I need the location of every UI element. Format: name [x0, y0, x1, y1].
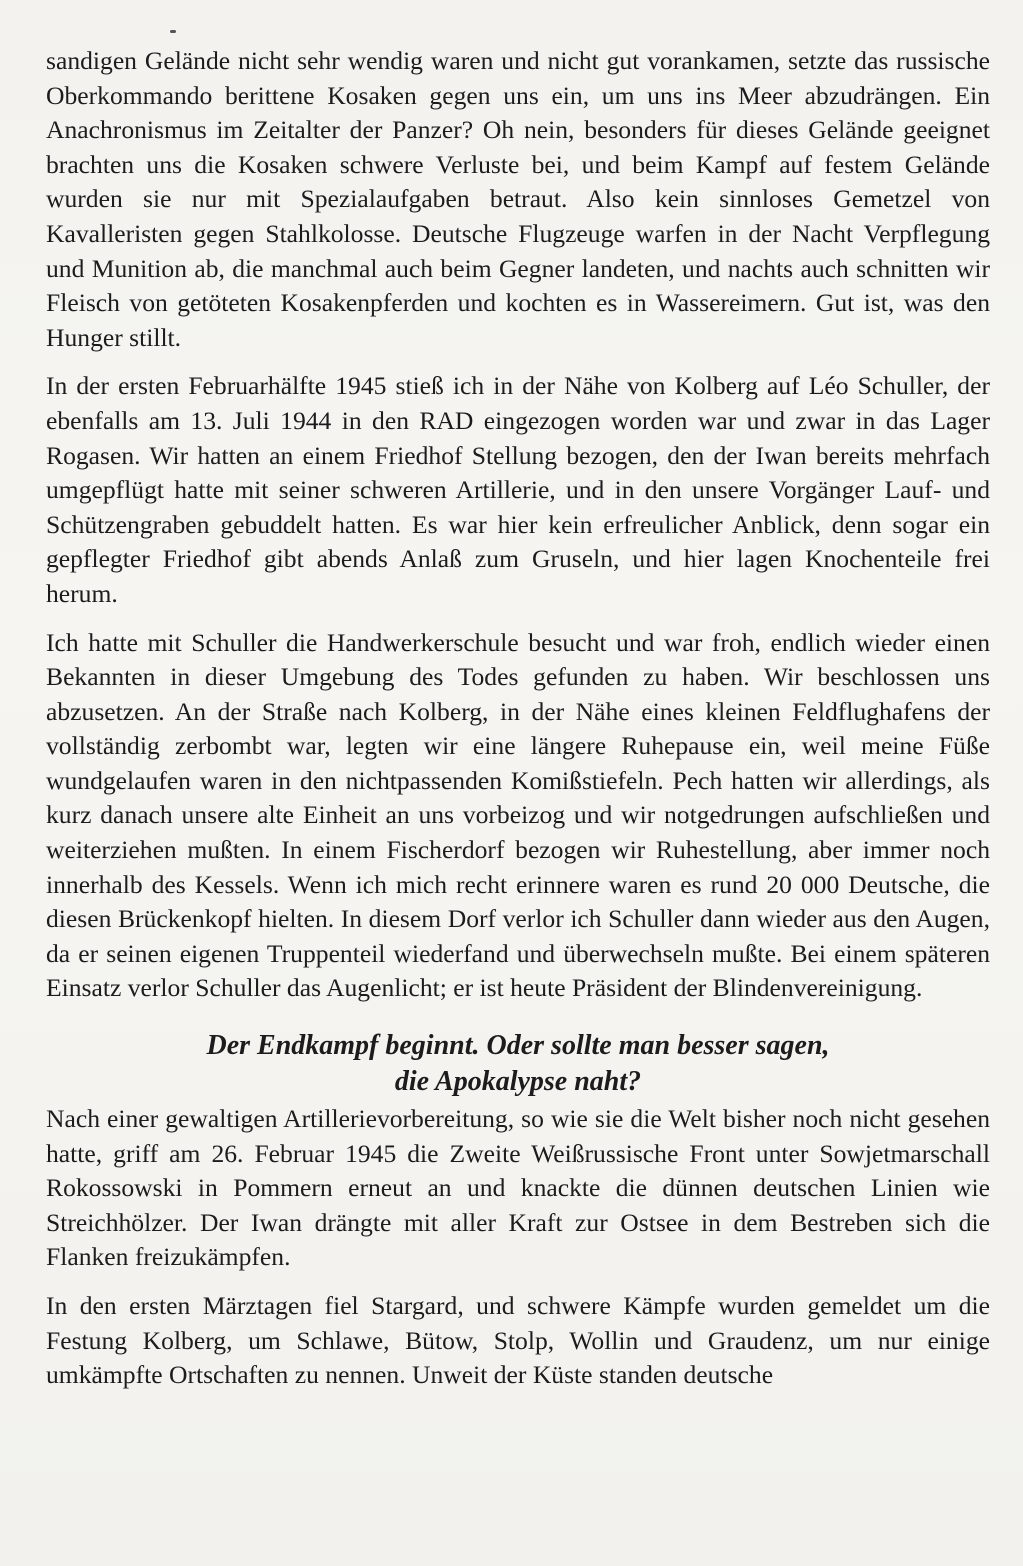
section-heading-line-2: die Apokalypse naht?	[394, 1066, 642, 1098]
section-heading-line-1: Der Endkampf beginnt. Oder sollte man besser sagen,	[206, 1030, 830, 1062]
section-heading	[46, 1028, 990, 1100]
paragraph-cossacks: sandigen Gelände nicht sehr wendig waren und nicht gut vorankamen, setzte das russische Oberkommando berittene Kosaken gegen uns ein, um uns ins Meer abzudrängen. Ein Anachronismus im Zeitalter der Panzer? Oh nein, besonders für dieses Gelände geeignet brachten uns die Kosaken schwere Verluste bei, und beim Kampf auf festem Gelände wurden sie nur mit Spezialaufgaben betraut. Also kein sinnloses Gemetzel von Kavalleristen gegen Stahlkolosse. Deutsche Flugzeuge warfen in der Nacht Verpflegung und Munition ab, die manchmal auch beim Gegner landeten, und nachts auch schnitten wir Fleisch von getöteten Kosakenpferden und kochten es in Wassereimern. Gut ist, was den Hunger stillt.	[46, 46, 990, 352]
ink-speck	[170, 30, 176, 33]
paragraph-march-battles: In den ersten Märztagen fiel Stargard, und schwere Kämpfe wurden gemeldet um die Festung Kolberg, um Schlawe, Bütow, Stolp, Wollin und Graudenz, um nur einige umkämpfte Ortschaften zu nennen. Unweit der Küste standen deutsche	[46, 1291, 990, 1390]
paragraph-kolberg-bridgehead: Ich hatte mit Schuller die Handwerkerschule besucht und war froh, endlich wieder einen Bekannten in dieser Umgebung des Todes gefunden zu haben. Wir beschlossen uns abzusetzen. An der Straße nach Kolberg, in der Nähe eines kleinen Feldflughafens der vollständig zerbombt war, legten wir eine längere Ruhepause ein, weil meine Füße wundgelaufen waren in den nichtpassenden Komißstiefeln. Pech hatten wir allerdings, als kurz danach unsere alte Einheit an uns vorbeizog und wir notgedrungen aufschließen und weiterziehen mußten. In einem Fischerdorf bezogen wir Ruhestellung, aber immer noch innerhalb des Kessels. Wenn ich mich recht erinnere waren es rund 20 000 Deutsche, die diesen Brückenkopf hielten. In diesem Dorf verlor ich Schuller dann wieder aus den Augen, da er seinen eigenen Truppenteil wiederfand und überwechseln mußte. Bei einem späteren Einsatz verlor Schuller das Augenlicht; er ist heute Präsident der Blindenvereinigung.	[46, 627, 990, 1003]
paragraph-schuller-meeting: In der ersten Februarhälfte 1945 stieß ich in der Nähe von Kolberg auf Léo Schuller, der ebenfalls am 13. Juli 1944 in den RAD eingezogen worden war und zwar in das Lager Rogasen. Wir hatten an einem Friedhof Stellung bezogen, den der Iwan bereits mehrfach umgepflügt hatte mit seiner schweren Artillerie, und in den unsere Vorgänger Lauf- und Schützengraben gebuddelt hatten. Es war hier kein erfreulicher Anblick, denn sogar ein gepflegter Friedhof gibt abends Anlaß zum Gruseln, und hier lagen Knochenteile frei herum.	[46, 371, 990, 608]
paragraph-offensive: Nach einer gewaltigen Artillerievorbereitung, so wie sie die Welt bisher noch nicht gesehen hatte, griff am 26. Februar 1945 die Zweite Weißrussische Front unter Sowjetmarschall Rokossowski in Pommern erneut an und knackte die dünnen deutschen Linien wie Streichhölzer. Der Iwan drängte mit aller Kraft zur Ostsee in dem Bestreben sich die Flanken freizukämpfen.	[46, 1104, 990, 1272]
page-text	[46, 44, 990, 1407]
